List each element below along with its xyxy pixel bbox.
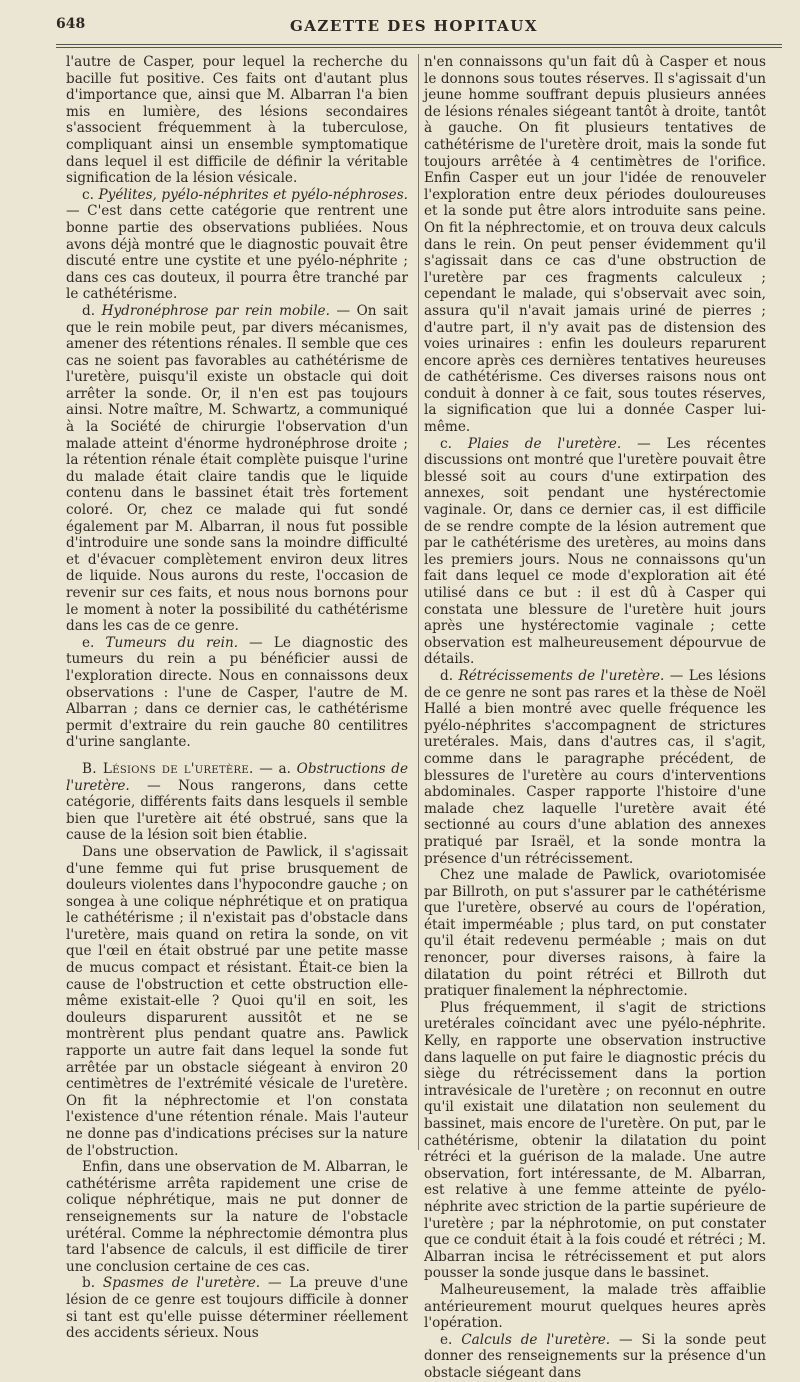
section-text: — Les récentes discussions ont montré que l'uretère pouvait être blessé soit au cours d'une extirpation des annexes, soit pendant une hystérectomie vaginale. Or, dans ce dernier cas, il est difficile de se rendre compte de la lésion autrement que par le cathétérisme des uretères, au moins dans les premiers jours. Nous ne connaissons qu'un fait dans lequel ce mode d'exploration ait été utilisé dans ce but : il est dû à Casper qui constata une blessure de l'uretère huit jours après une hystérectomie vaginale ; cette observation est malheureusement dépourvue de détails. (424, 435, 766, 668)
section-text: — C'est dans cette catégorie que rentrent une bonne partie des observations publiées. Nous avons déjà montré que le diagnostic pouvait être discuté entre une cystite et une pyélo-néphrite ; dans ces cas douteux, il pourra être tranché par le cathétérisme. (66, 203, 408, 303)
section-text: — Si la sonde peut donner des renseignements sur la présence d'un obstacle siégeant dans (424, 1331, 766, 1381)
section-title: Pyélites, pyélo-néphrites et pyélo-néphroses. (98, 186, 408, 203)
paragraph: n'en connaissons qu'un fait dû à Casper et nous le donnons sous toutes réserves. Il s'agissait d'un jeune homme souffrant depuis plusieurs années de lésions rénales siégeant tantôt à droite, tantôt à gauche. On fit plusieurs tentatives de cathétérisme de l'uretère droit, mais la sonde fut toujours arrêtée à 4 centimètres de l'orifice. Enfin Casper eut un jour l'idée de renouveler l'exploration entre deux périodes douloureuses et la sonde put être alors introduite sans peine. On fit la néphrectomie, et on trouva deux calculs dans le rein. On peut penser évidemment qu'il s'agissait dans ce cas d'une obstruction de l'uretère par ces fragments calculeux ; cependant le malade, qui s'observait avec soin, assura qu'il n'avait jamais uriné de pierres ; d'autre part, il n'y avait pas de distension des voies urinaires : enfin les douleurs reparurent encore après ces dernières tentatives heureuses de cathétérisme. Ces diverses raisons nous ont conduit à donner à ce fait, sous toutes réserves, la signification que lui a donnée Casper lui-même. (424, 54, 766, 436)
page-header (56, 12, 772, 38)
section-letter: b. (82, 1275, 96, 1292)
section-title: Tumeurs du rein. (105, 634, 239, 651)
journal-title: GAZETTE DES HOPITAUX (289, 17, 538, 35)
section-calculs (424, 1332, 766, 1382)
left-column (66, 54, 408, 1342)
header-rule (56, 44, 782, 48)
section-title: Plaies de l'uretère. (467, 435, 622, 452)
paragraph: Chez une malade de Pawlick, ovariotomisée par Billroth, on put s'assurer par le cathétérisme que l'uretère, observé au cours de l'opération, était imperméable ; plus tard, on put constater qu'il était redevenu perméable ; mais on dut renoncer, pour diverses raisons, à faire la dilatation du point rétréci et Billroth dut pratiquer finalement la néphrectomie. (424, 867, 766, 1000)
section-title: Obstructions de l'uretère. (66, 760, 408, 794)
section-text: — Les lésions de ce genre ne sont pas rares et la thèse de Noël Hallé a bien montré avec quelle fréquence les pyélo-néphrites s'accompagnent de strictures uretérales. Mais, dans d'autres cas, il s'agit, comme dans le paragraphe précédent, de blessures de l'uretère au cours d'interventions abdominales. Casper rapporte l'histoire d'une malade chez laquelle l'uretère avait été sectionné au cours d'une ablation des annexes pratiqué par Israël, et la sonde montra la présence d'un rétrécissement. (424, 667, 766, 867)
section-letter: d. (440, 667, 454, 684)
column-divider (418, 54, 419, 1150)
section-title: Rétrécissements de l'uretère. (458, 667, 665, 684)
section-plaies (424, 436, 766, 668)
section-title: Hydronéphrose par rein mobile. (101, 302, 330, 319)
section-spasmes (66, 1275, 408, 1341)
paragraph: Dans une observation de Pawlick, il s'agissait d'une femme qui fut prise brusquement de douleurs violentes dans l'hypocondre gauche ; on songea à une colique néphrétique et on pratiqua le cathétérisme ; il n'existait pas d'obstacle dans l'uretère, mais quand on retira la sonde, on vit que l'œil en était obstrué par une petite masse de mucus compact et résistant. Était-ce bien la cause de l'obstruction et cette obstruction elle-même existait-elle ? Quoi qu'il en soit, les douleurs disparurent aussitôt et ne se montrèrent plus pendant quatre ans. Pawlick rapporte un autre fait dans lequel la sonde fut arrêtée par un obstacle siégeant à environ 20 centimètres de l'extrémité vésicale de l'uretère. On fit la néphrectomie et l'on constata l'existence d'une rétention rénale. Mais l'auteur ne donne pas d'indications précises sur la nature de l'obstruction. (66, 843, 408, 1159)
section-text: — Nous rangerons, dans cette catégorie, différents faits dans lesquels il semble bien que l'uretère ait été obstrué, sans que la cause de la lésion soit bien établie. (66, 777, 408, 844)
section-letter: c. (440, 435, 452, 452)
section-pyelites (66, 187, 408, 303)
section-letter: c. (82, 186, 94, 203)
section-letter: — a. (253, 760, 291, 777)
section-retrecissements (424, 668, 766, 867)
section-lesions-uretere (66, 761, 408, 844)
paragraph: Plus fréquemment, il s'agit de strictions uretérales coïncidant avec une pyélo-néphrite. Kelly, en rapporte une observation instructive dans laquelle on put faire le diagnostic précis du siège du rétrécissement dans la portion intravésicale de l'uretère ; on reconnut en outre qu'il existait une dilatation non seulement du bassinet, mais encore de l'uretère. On put, par le cathétérisme, obtenir la dilatation du point rétréci et la guérison de la malade. Une autre observation, fort intéressante, de M. Albarran, est relative à une femme atteinte de pyélo-néphrite avec striction de la partie supérieure de l'uretère ; par la néphrotomie, on put constater que ce conduit était à la fois coudé et rétréci ; M. Albarran incisa le rétrécissement et put alors pousser la sonde jusque dans le bassinet. (424, 999, 766, 1282)
section-title: Calculs de l'uretère. (461, 1331, 611, 1348)
section-hydronephrose (66, 303, 408, 635)
section-text: — Le diagnostic des tumeurs du rein a pu bénéficier aussi de l'exploration directe. Nous en connaissons deux observations : l'une de Casper, l'autre de M. Albarran ; dans ce dernier cas, le cathétérisme permit d'extraire du rein gauche 80 centilitres d'urine sanglante. (66, 634, 408, 751)
paragraph: Enfin, dans une observation de M. Albarran, le cathétérisme arrêta rapidement une crise de colique néphrétique, mais ne put donner de renseignements sur la nature de l'obstacle urétéral. Comme la néphrectomie démontra plus tard l'absence de calculs, il est difficile de tirer une conclusion certaine de ces cas. (66, 1159, 408, 1275)
section-letter: d. (82, 302, 96, 319)
right-column (424, 54, 766, 1381)
paragraph: l'autre de Casper, pour lequel la recherche du bacille fut positive. Ces faits ont d'autant plus d'importance que, ainsi que M. Albarran l'a bien mis en lumière, des lésions secondaires s'associent fréquemment à la tuberculose, compliquant ainsi un ensemble symptomatique dans lequel il est difficile de définir la véritable signification de la lésion vésicale. (66, 54, 408, 187)
section-tumeurs (66, 635, 408, 751)
page-number: 648 (56, 16, 86, 32)
section-title: Spasmes de l'uretère. (102, 1275, 261, 1292)
section-heading: B. Lésions de l'uretère. (82, 760, 254, 777)
section-text: — La preuve d'une lésion de ce genre est toujours difficile à donner si tant est qu'elle puisse déterminer réellement des accidents sérieux. Nous (66, 1275, 408, 1342)
section-text: — On sait que le rein mobile peut, par divers mécanismes, amener des rétentions rénales. Il semble que ces cas ne soient pas favorables au cathétérisme de l'uretère, puisqu'il existe un obstacle qui doit arrêter la sonde. Or, il n'en est pas toujours ainsi. Notre maître, M. Schwartz, a communiqué à la Société de chirurgie l'observation d'un malade atteint d'énorme hydronéphrose droite ; la rétention rénale était complète puisque l'urine du malade était claire tandis que le liquide contenu dans le bassinet était très fortement coloré. Or, chez ce malade qui fut sondé également par M. Albarran, il nous fut possible d'introduire une sonde sans la moindre difficulté et d'évacuer complètement environ deux litres de liquide. Nous aurons du reste, l'occasion de revenir sur ces faits, et nous nous bornons pour le moment à noter la possibilité du cathétérisme dans les cas de ce genre. (66, 302, 408, 635)
section-letter: e. (440, 1331, 453, 1348)
paragraph: Malheureusement, la malade très affaiblie antérieurement mourut quelques heures après l'opération. (424, 1281, 766, 1332)
section-letter: e. (82, 634, 95, 651)
